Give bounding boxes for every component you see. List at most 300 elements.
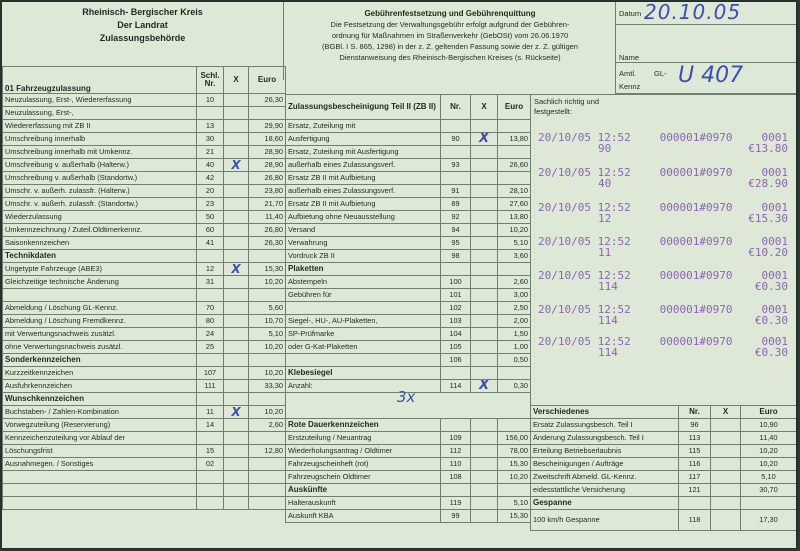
row-checkmark: [224, 237, 249, 250]
row-label: ohne Verwertungsnachweis zusätzl.: [3, 341, 197, 354]
row-number: 99: [441, 510, 471, 523]
table-row: [3, 302, 286, 315]
row-amount: [498, 172, 531, 185]
row-label: [3, 471, 197, 484]
register-stamp: [538, 304, 788, 326]
row-amount: 28,90: [249, 146, 286, 159]
datum-label: Datum: [619, 9, 642, 18]
row-label: Kurzzeitkennzeichen: [3, 367, 197, 380]
row-checkmark: [471, 198, 498, 211]
table-row: [286, 484, 531, 497]
row-label: Löschungsfrist: [3, 445, 197, 458]
row-checkmark: [471, 341, 498, 354]
row-checkmark: [471, 484, 498, 497]
column-header: Schl. Nr.: [197, 67, 224, 94]
row-checkmark: [224, 133, 249, 146]
stamp-sequence: 0001: [761, 235, 788, 248]
table-row: [3, 94, 286, 107]
row-number: [441, 146, 471, 159]
row-label: außerhalb eines Zulassungsverf.: [286, 159, 441, 172]
row-amount: 2,50: [498, 302, 531, 315]
row-number: 30: [197, 133, 224, 146]
row-amount: 21,70: [249, 198, 286, 211]
table-row: [3, 211, 286, 224]
row-label: Ausfuhrkennzeichen: [3, 380, 197, 393]
row-amount: [498, 367, 531, 380]
row-checkmark: [224, 198, 249, 211]
row-label: Saisonkennzeichen: [3, 237, 197, 250]
table-header-row: [286, 95, 531, 120]
table-row: [286, 224, 531, 237]
table-row: [286, 341, 531, 354]
stamp-amount: €0.30: [754, 314, 788, 327]
register-stamp: [538, 236, 788, 258]
table-header-row: [3, 67, 286, 94]
table-row: [286, 289, 531, 302]
table-row: [531, 432, 797, 445]
row-label: [286, 354, 441, 367]
table-row: [3, 432, 286, 445]
row-checkmark: [711, 458, 741, 471]
row-label: 100 km/h Gespanne: [531, 510, 679, 531]
row-amount: 5,10: [498, 237, 531, 250]
row-label: Abmeldung / Löschung GL-Kennz.: [3, 302, 197, 315]
row-number: 21: [197, 146, 224, 159]
row-number: [197, 289, 224, 302]
row-label: [3, 497, 197, 510]
row-number: 60: [197, 224, 224, 237]
row-checkmark: [711, 445, 741, 458]
table-row: [3, 458, 286, 471]
row-checkmark: [471, 146, 498, 159]
stamp-reference: 000001#0970: [659, 335, 733, 348]
row-number: 40: [197, 159, 224, 172]
row-amount: 3,60: [498, 250, 531, 263]
row-amount: 33,30: [249, 380, 286, 393]
row-amount: 30,70: [741, 484, 797, 497]
row-number: 93: [441, 159, 471, 172]
table-row: [286, 159, 531, 172]
stamp-datetime: 20/10/05 12:52: [538, 303, 631, 316]
row-number: 109: [441, 432, 471, 445]
table-row: [3, 159, 286, 172]
authority-line-1: Rheinisch- Bergischer Kreis: [82, 7, 203, 17]
table-row: [3, 263, 286, 276]
row-checkmark: X: [471, 133, 498, 146]
row-amount: 12,80: [249, 445, 286, 458]
row-checkmark: [224, 302, 249, 315]
stamp-code: 11: [598, 246, 612, 259]
row-label: Umschreibung innerhalb: [3, 133, 197, 146]
row-amount: 5,10: [249, 328, 286, 341]
row-amount: 26,60: [498, 159, 531, 172]
row-amount: [249, 432, 286, 445]
table-row: [531, 445, 797, 458]
sachlich-label: Sachlich richtig und: [534, 97, 600, 106]
row-checkmark: [224, 315, 249, 328]
table-row: [3, 341, 286, 354]
amtl-label: Amtl.: [619, 69, 637, 78]
row-checkmark: [471, 120, 498, 133]
form-title: Gebührenfestsetzung und Gebührenquittung: [364, 9, 536, 18]
row-amount: 5,10: [741, 471, 797, 484]
row-label: Umschreibung innerhalb mit Umkennz.: [3, 146, 197, 159]
row-number: 102: [441, 302, 471, 315]
row-checkmark: [224, 354, 249, 367]
red-plates-table: [285, 418, 531, 523]
row-amount: 10,20: [741, 445, 797, 458]
column-header: Nr.: [441, 95, 471, 120]
zb2-plaketten-table: [285, 94, 531, 393]
row-checkmark: [471, 159, 498, 172]
row-number: 80: [197, 315, 224, 328]
row-label: Neuzulassung, Erst-,: [3, 107, 197, 120]
row-number: 13: [197, 120, 224, 133]
row-checkmark: [471, 432, 498, 445]
row-amount: 15,30: [249, 263, 286, 276]
row-label: Versand: [286, 224, 441, 237]
table-row: [3, 445, 286, 458]
row-label: Plaketten: [286, 263, 441, 276]
row-label: [3, 289, 197, 302]
row-amount: 2,60: [249, 419, 286, 432]
row-number: [441, 419, 471, 432]
row-label: Vordruck ZB II: [286, 250, 441, 263]
table-row: [286, 471, 531, 484]
row-amount: [249, 497, 286, 510]
row-amount: [741, 497, 797, 510]
anzahl-handwritten: 3x: [397, 388, 416, 406]
row-label: Wiedererfassung mit ZB II: [3, 120, 197, 133]
kennz-label: Kennz: [619, 82, 641, 91]
row-amount: [249, 393, 286, 406]
row-label: Siegel-, HU-, AU-Plaketten,: [286, 315, 441, 328]
row-checkmark: [224, 380, 249, 393]
table-row: [531, 471, 797, 484]
row-checkmark: [471, 510, 498, 523]
row-amount: 11,40: [249, 211, 286, 224]
row-amount: 15,30: [498, 458, 531, 471]
authority-line-2: Der Landrat: [117, 20, 168, 30]
row-label: Abmeldung / Löschung Fremdkennz.: [3, 315, 197, 328]
table-row: [3, 198, 286, 211]
row-amount: 5,60: [249, 302, 286, 315]
table-row: [286, 276, 531, 289]
row-label: [3, 484, 197, 497]
row-amount: 0,30: [498, 380, 531, 393]
table-row: [3, 406, 286, 419]
legal-line-2: ordnung für Maßnahmen im Straßenverkehr (GebOSt) vom 26.06.1970: [331, 31, 569, 40]
row-amount: 11,40: [741, 432, 797, 445]
table-row: [3, 380, 286, 393]
row-number: 105: [441, 341, 471, 354]
row-number: 11: [197, 406, 224, 419]
table-row: [3, 224, 286, 237]
row-label: Klebesiegel: [286, 367, 441, 380]
table-row: [3, 120, 286, 133]
row-number: [679, 497, 711, 510]
row-checkmark: X: [224, 406, 249, 419]
row-checkmark: [224, 211, 249, 224]
form-title-block: [285, 2, 615, 80]
row-checkmark: [471, 328, 498, 341]
row-label: eidesstattliche Versicherung: [531, 484, 679, 497]
table-row: [286, 263, 531, 276]
row-amount: [498, 419, 531, 432]
table-row: [286, 172, 531, 185]
column-header: Euro: [741, 406, 797, 419]
table-row: [286, 185, 531, 198]
table-row: [531, 458, 797, 471]
row-checkmark: [471, 224, 498, 237]
row-amount: 10,20: [498, 224, 531, 237]
table-row: [286, 510, 531, 523]
row-number: 106: [441, 354, 471, 367]
row-checkmark: [224, 172, 249, 185]
row-checkmark: [224, 146, 249, 159]
row-number: [197, 107, 224, 120]
row-amount: [498, 146, 531, 159]
column-header: 01 Fahrzeugzulassung: [3, 67, 197, 94]
row-label: außerhalb eines Zulassungsverf.: [286, 185, 441, 198]
row-amount: 5,10: [498, 497, 531, 510]
table-row: [286, 198, 531, 211]
row-amount: 28,90: [249, 159, 286, 172]
row-amount: 10,20: [249, 341, 286, 354]
row-checkmark: [711, 484, 741, 497]
row-checkmark: [224, 289, 249, 302]
column-header: Verschiedenes: [531, 406, 679, 419]
row-amount: 10,20: [249, 367, 286, 380]
table-row: [3, 393, 286, 406]
row-checkmark: [224, 393, 249, 406]
row-amount: [249, 289, 286, 302]
table-row: [3, 237, 286, 250]
row-number: [441, 484, 471, 497]
gl-label: GL-: [654, 69, 667, 78]
column-header: Zulassungsbescheinigung Teil II (ZB II): [286, 95, 441, 120]
table-row: [286, 146, 531, 159]
row-checkmark: X: [224, 159, 249, 172]
row-checkmark: [224, 497, 249, 510]
row-label: Ersatz Zulassungsbesch. Teil I: [531, 419, 679, 432]
register-stamp: [538, 167, 788, 189]
vehicle-registration-table: [2, 66, 286, 510]
row-amount: 10,20: [249, 276, 286, 289]
row-label: Technikdaten: [3, 250, 197, 263]
stamp-amount: €28.90: [748, 177, 788, 190]
row-checkmark: [471, 237, 498, 250]
register-stamp: [538, 202, 788, 224]
row-label: Neuzulassung, Erst-, Wiedererfassung: [3, 94, 197, 107]
row-amount: 26,80: [249, 172, 286, 185]
stamp-code: 40: [598, 177, 612, 190]
row-amount: 10,20: [741, 458, 797, 471]
stamp-datetime: 20/10/05 12:52: [538, 166, 631, 179]
row-number: [197, 471, 224, 484]
table-row: [286, 133, 531, 146]
row-label: oder G-Kat-Plaketten: [286, 341, 441, 354]
row-amount: 29,90: [249, 120, 286, 133]
stamp-sequence: 0001: [761, 303, 788, 316]
row-number: 103: [441, 315, 471, 328]
row-label: Auskünfte: [286, 484, 441, 497]
table-row: [286, 419, 531, 432]
row-label: Gleichzeitige technische Änderung: [3, 276, 197, 289]
row-label: Verwahrung: [286, 237, 441, 250]
row-checkmark: [224, 484, 249, 497]
row-number: 100: [441, 276, 471, 289]
row-amount: 78,00: [498, 445, 531, 458]
row-label: Umschr. v. außerh. zulassfr. (Standortw.): [3, 198, 197, 211]
row-label: Anzahl:: [286, 380, 441, 393]
row-label: Wunschkennzeichen: [3, 393, 197, 406]
table-row: [3, 185, 286, 198]
row-number: 111: [197, 380, 224, 393]
row-label: mit Verwertungsnachweis zusätzl.: [3, 328, 197, 341]
stamp-code: 12: [598, 212, 612, 225]
table-row: [286, 328, 531, 341]
table-row: [3, 250, 286, 263]
row-checkmark: [471, 185, 498, 198]
stamp-datetime: 20/10/05 12:52: [538, 235, 631, 248]
name-label: Name: [619, 53, 640, 62]
row-amount: 28,10: [498, 185, 531, 198]
row-amount: [249, 471, 286, 484]
row-label: Buchstaben- / Zahlen-Kombination: [3, 406, 197, 419]
stamp-datetime: 20/10/05 12:52: [538, 335, 631, 348]
row-number: 24: [197, 328, 224, 341]
row-amount: [498, 263, 531, 276]
stamp-amount: €13.80: [748, 142, 788, 155]
row-amount: 2,60: [498, 276, 531, 289]
row-checkmark: [471, 458, 498, 471]
table-row: [3, 354, 286, 367]
row-number: 89: [441, 198, 471, 211]
row-checkmark: [471, 497, 498, 510]
legal-line-4: Dienstanweisung des Rheinisch-Bergischen Kreises (s. Rückseite): [339, 53, 561, 62]
table-row: [3, 133, 286, 146]
column-header: Nr.: [679, 406, 711, 419]
row-label: [286, 302, 441, 315]
row-number: 25: [197, 341, 224, 354]
row-number: 20: [197, 185, 224, 198]
row-label: Gespanne: [531, 497, 679, 510]
stamp-amount: €15.30: [748, 212, 788, 225]
table-row: [531, 497, 797, 510]
row-amount: [249, 458, 286, 471]
row-number: 91: [441, 185, 471, 198]
row-number: 118: [679, 510, 711, 531]
row-label: Zweitschrift Abmeld. GL-Kennz.: [531, 471, 679, 484]
row-label: Abstempeln: [286, 276, 441, 289]
table-row: [3, 419, 286, 432]
row-amount: 23,80: [249, 185, 286, 198]
column-header: Euro: [249, 67, 286, 94]
row-label: Änderung Zulassungsbesch. Teil I: [531, 432, 679, 445]
table-row: [286, 354, 531, 367]
row-checkmark: [471, 276, 498, 289]
table-row: [286, 250, 531, 263]
row-amount: [498, 484, 531, 497]
row-checkmark: [711, 419, 741, 432]
register-stamp: [538, 270, 788, 292]
row-checkmark: [711, 510, 741, 531]
row-checkmark: X: [224, 263, 249, 276]
row-amount: [249, 354, 286, 367]
table-row: [3, 146, 286, 159]
row-checkmark: [224, 432, 249, 445]
row-number: 117: [679, 471, 711, 484]
row-label: Umkennzeichnung / Zuteil.Oldtimerkennz.: [3, 224, 197, 237]
legal-line-1: Die Festsetzung der Verwaltungsgebühr erfolgt aufgrund der Gebühren-: [330, 20, 570, 29]
stamp-sequence: 0001: [761, 201, 788, 214]
row-checkmark: [471, 367, 498, 380]
row-amount: [498, 120, 531, 133]
row-number: 116: [679, 458, 711, 471]
row-amount: [249, 250, 286, 263]
row-number: 95: [441, 237, 471, 250]
row-number: 02: [197, 458, 224, 471]
row-label: Erteilung Betriebserlaubnis: [531, 445, 679, 458]
stamp-sequence: 0001: [761, 131, 788, 144]
row-number: [441, 172, 471, 185]
row-label: Fahrzeugschein Oldtimer: [286, 471, 441, 484]
row-checkmark: [711, 432, 741, 445]
row-number: 98: [441, 250, 471, 263]
row-label: Wiederholungsantrag / Oldtimer: [286, 445, 441, 458]
row-checkmark: [471, 354, 498, 367]
row-amount: 10,70: [249, 315, 286, 328]
row-number: 10: [197, 94, 224, 107]
row-checkmark: [224, 107, 249, 120]
row-number: [197, 250, 224, 263]
register-stamp: [538, 132, 788, 154]
table-row: [3, 484, 286, 497]
row-label: Umschreibung v. außerhalb (Halterw.): [3, 159, 197, 172]
row-label: Ersatz ZB II mit Aufbietung: [286, 172, 441, 185]
row-number: [441, 367, 471, 380]
row-checkmark: [224, 458, 249, 471]
table-row: [531, 484, 797, 497]
row-checkmark: X: [471, 380, 498, 393]
row-number: 121: [679, 484, 711, 497]
row-amount: 15,30: [498, 510, 531, 523]
row-checkmark: [224, 328, 249, 341]
row-amount: 1,50: [498, 328, 531, 341]
row-amount: [249, 484, 286, 497]
row-number: 42: [197, 172, 224, 185]
register-stamp: [538, 336, 788, 358]
row-checkmark: [471, 263, 498, 276]
stamp-code: 90: [598, 142, 612, 155]
stamp-reference: 000001#0970: [659, 269, 733, 282]
row-number: [197, 393, 224, 406]
row-label: Fahrzeugscheinheft (rot): [286, 458, 441, 471]
stamp-reference: 000001#0970: [659, 235, 733, 248]
row-number: 31: [197, 276, 224, 289]
table-row: [286, 497, 531, 510]
row-checkmark: [224, 276, 249, 289]
row-checkmark: [224, 94, 249, 107]
table-row: [3, 289, 286, 302]
row-amount: 10,20: [498, 471, 531, 484]
row-label: Sonderkennzeichen: [3, 354, 197, 367]
row-label: Auskunft KBA: [286, 510, 441, 523]
row-label: Vorwegzuteilung (Reservierung): [3, 419, 197, 432]
table-row: [3, 172, 286, 185]
table-row: [286, 367, 531, 380]
